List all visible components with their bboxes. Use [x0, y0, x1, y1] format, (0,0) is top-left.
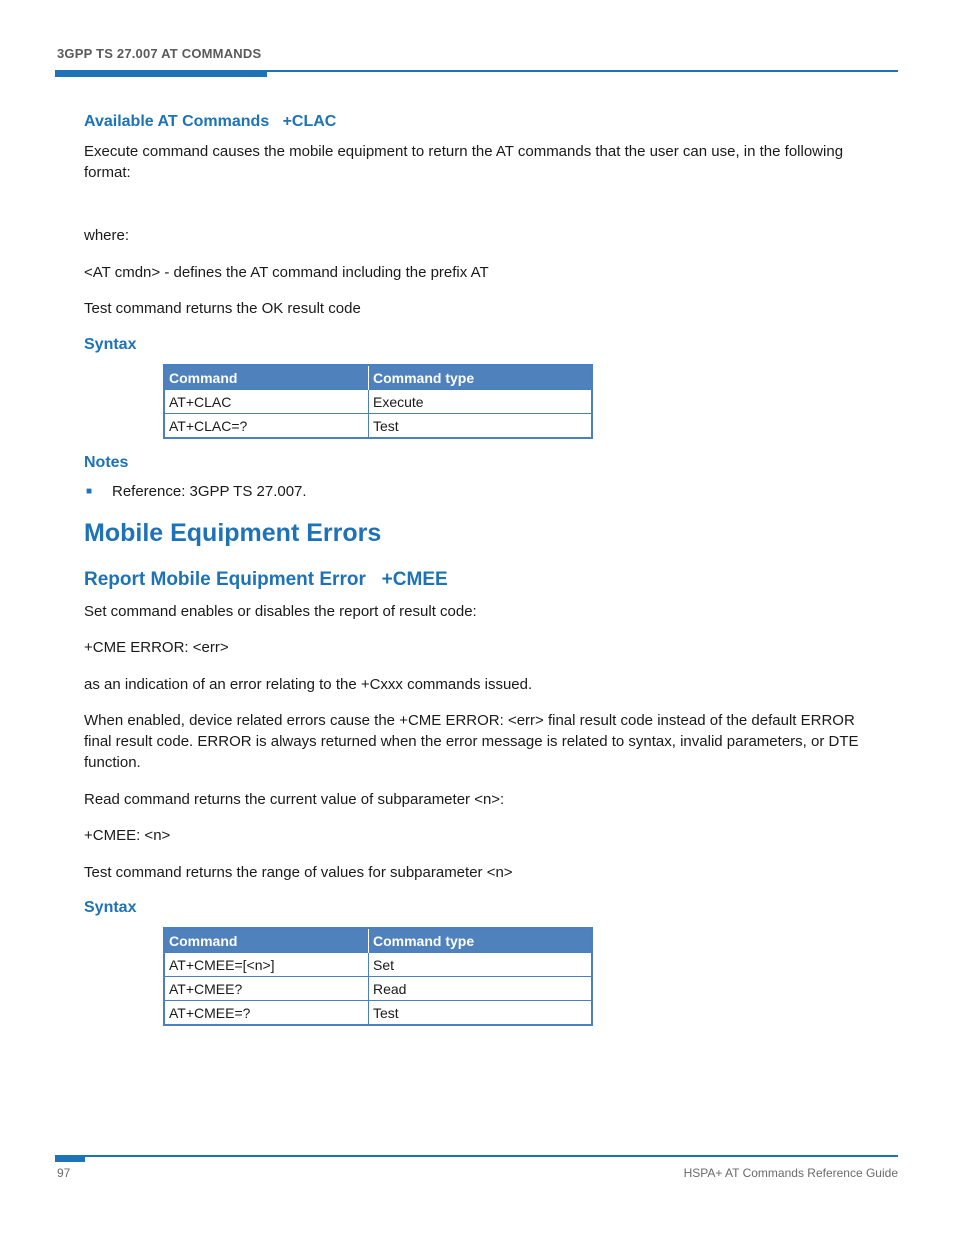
table-row — [164, 390, 592, 414]
cmee-heading: Report Mobile Equipment Error +CMEE — [84, 569, 448, 590]
cmee-description: Set command enables or disables the report of result code: — [84, 603, 477, 620]
clac-test-description: Test command returns the OK result code — [84, 300, 361, 317]
column-header: Command type — [369, 928, 593, 953]
table-row — [164, 977, 592, 1001]
table-cell: Test — [369, 1001, 593, 1026]
cmee-indication: as an indication of an error relating to the +Cxxx commands issued. — [84, 676, 533, 693]
table-cell: AT+CMEE=? — [164, 1001, 369, 1026]
footer-accent-bar — [55, 1155, 85, 1162]
table-cell: AT+CLAC — [164, 390, 369, 414]
table-row — [164, 953, 592, 977]
square-bullet-icon: ■ — [86, 486, 93, 497]
column-header: Command — [164, 365, 369, 390]
table-cell: Read — [369, 977, 593, 1001]
table-row — [164, 1001, 592, 1026]
document-title: HSPA+ AT Commands Reference Guide — [683, 1166, 898, 1180]
cmee-read-description: Read command returns the current value of subparameter <n>: — [84, 791, 505, 808]
table-row — [164, 414, 592, 439]
table-cell: Set — [369, 953, 593, 977]
clac-syntax-heading: Syntax — [84, 336, 137, 353]
notes-heading: Notes — [84, 454, 129, 471]
clac-description: Execute command causes the mobile equipment to return the AT commands that the user can use, in the following format: — [84, 143, 844, 181]
table-cell: AT+CMEE? — [164, 977, 369, 1001]
clac-parameter: <AT cmdn> - defines the AT command including the prefix AT — [84, 264, 489, 281]
cmee-read-response: +CMEE: <n> — [84, 827, 171, 844]
column-header: Command type — [369, 365, 593, 390]
clac-where: where: — [84, 227, 130, 244]
column-header: Command — [164, 928, 369, 953]
footer-rule — [55, 1155, 898, 1157]
cmee-syntax-table — [163, 927, 593, 1026]
cmee-test-description: Test command returns the range of values for subparameter <n> — [84, 864, 513, 881]
table-cell: Test — [369, 414, 593, 439]
cmee-result-code: +CME ERROR: <err> — [84, 639, 229, 656]
table-header-row — [164, 365, 592, 390]
header-accent-bar — [55, 70, 267, 77]
table-cell: AT+CLAC=? — [164, 414, 369, 439]
list-item: Reference: 3GPP TS 27.007. — [112, 483, 307, 500]
section-heading: Mobile Equipment Errors — [84, 519, 382, 547]
table-cell: AT+CMEE=[<n>] — [164, 953, 369, 977]
running-header: 3GPP TS 27.007 AT COMMANDS — [57, 46, 262, 61]
clac-syntax-table — [163, 364, 593, 439]
table-header-row — [164, 928, 592, 953]
table-cell: Execute — [369, 390, 593, 414]
page-number: 97 — [57, 1166, 71, 1180]
cmee-syntax-heading: Syntax — [84, 899, 137, 916]
clac-heading: Available AT Commands +CLAC — [84, 113, 337, 130]
cmee-enabled-description: When enabled, device related errors cause the +CME ERROR: <err> final result code instead of the default ERROR final result code. ERROR is always returned when the error message is related to syntax, invalid parameters, or DTE function. — [84, 712, 859, 771]
